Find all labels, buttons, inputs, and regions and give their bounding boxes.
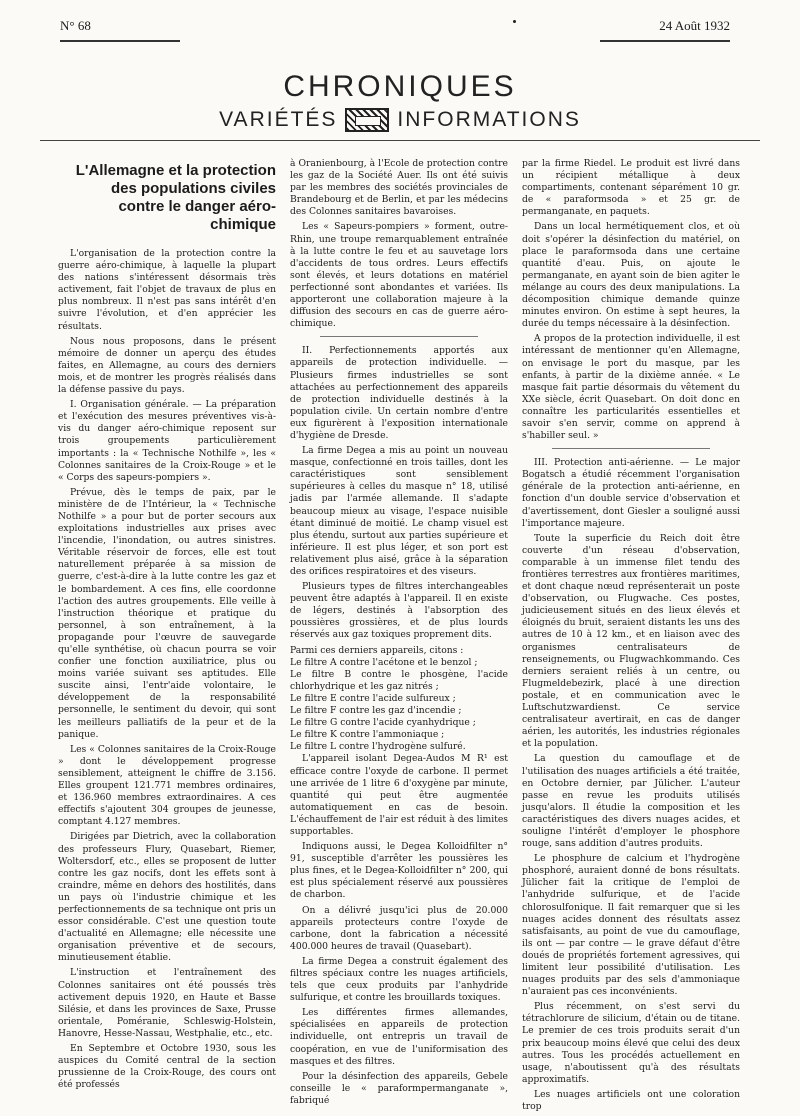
masthead-logo-icon (345, 108, 389, 132)
paragraph: Dans un local hermétiquement clos, et où doit s'opérer la désinfection du matériel, on place le paraformsoda dans une certaine quantité d'eau. Puis, on ajoute le permanganate, en ayant soin de bien agiter le mélange au cours des deux manipulations. La décomposition chimique demande quinze minutes environ. On estime à sept heures, la durée du temps nécessaire à la désinfection. (522, 221, 740, 330)
paragraph: Plus récemment, on s'est servi du tétrachlorure de silicium, d'étain ou de titane. Le premier de ces trois produits serait d'un prix beaucoup moins élevé que celui des deux autres. Tous les procédés actuellement en usage, n'aboutissent qu'à des résultats approximatifs. (522, 1001, 740, 1085)
list-item: Le filtre G contre l'acide cyanhydrique ; (290, 717, 476, 729)
paragraph: Le phosphure de calcium et l'hydrogène phosphoré, auraient donné de bons résultats. Jülicher fait la critique de l'emploi de l'anhydride sulfurique, et de l'acide chlorosulfonique. Il fait remarquer que si les nuages acides donnent des résultats assez satisfaisants, au point de vue du camouflage, ils ont — par contre — le grave défaut d'être doués de propriétés fortement agressives, qui limitent leur possibilité d'utilisation. Les nuages produits par des sels d'ammoniaque n'auraient pas ces inconvénients. (522, 853, 740, 998)
issue-number: N° 68 (60, 18, 91, 33)
paragraph: A propos de la protection individuelle, il est intéressant de mentionner qu'en Allemagne, on envisage le port du masque, par les enfants, à partir de la dixième année. « Le masque fait partie désormais du vêtement du XXe siècle, écrit Quasebart. On doit donc en connaître les particularités essentielles et savoir s'en servir, comme on apprend à s'habiller seul. » (522, 333, 740, 442)
paragraph: Toute la superficie du Reich doit être couverte d'un réseau d'observation, comparable à un immense filet tendu des frontières terrestres aux frontières maritimes, et dont chaque nœud représenterait un poste d'observation, ou Flugwache. Ces postes, judicieusement situés en des lieux élevés et éloignés du bruit, seraient distants les uns des autres de 10 à 12 km., et en liaison avec des organismes centralisateurs de renseignements, ou Flugwachkommando. Ces derniers seraient reliés à un centre, ou Flugmeldebezirk, placé à une direction postale, et en communication avec le Luftschutzwardienst. Ce service centralisateur avertirait, en cas de danger aérien, les autorités, les industries régionales et la population. (522, 532, 740, 750)
issue-date: 24 Août 1932 (659, 18, 730, 33)
header-rule-right (600, 40, 730, 42)
list-item: Le filtre L contre l'hydrogène sulfuré. (290, 741, 466, 753)
masthead-subtitle-left: VARIÉTÉS (219, 108, 338, 131)
paragraph: L'appareil isolant Degea-Audos M R¹ est efficace contre l'oxyde de carbone. Il permet une arrivée de 1 litre 6 d'oxygène par minute, quantité qui peut être augmentée automatiquement en cas de besoin. L'échauffement de l'air est réduit à des limites supportables. (290, 753, 508, 837)
filter-list (290, 645, 508, 754)
column-3 (522, 158, 740, 1116)
paragraph: Prévue, dès le temps de paix, par le ministère de de l'Intérieur, la « Technische Nothilfe » a pour but de porter secours aux exploitations industrielles aux prises avec l'incendie, l'inondation, ou autres sinistres. Véritable réservoir de forces, elle est tout naturellement préparée à sa mission de guerre, c'est-à-dire à la lutte contre les gaz et le bombardement. A ces fins, elle coordonne l'action des autres groupements. Elle veille à l'instruction théorique et pratique du personnel, à son entraînement, à la propagande pour l'œuvre de sauvegarde qu'elle synthétise, où chacun pourra se voir confier une fonction auxiliatrice, plus ou moins variée suivant ses aptitudes. Elle suscite ainsi, l'entr'aide volontaire, le développement de la responsabilité personnelle, le sentiment du devoir, qui sont les meilleurs palliatifs de la peur et de la panique. (58, 486, 276, 740)
paragraph: par la firme Riedel. Le produit est livré dans un récipient métallique à deux compartiments, contenant séparément 10 gr. de « paraformsoda » et 25 gr. de permanganate, en paquets. (522, 158, 740, 218)
page-header (60, 18, 730, 38)
headline-line-3: contre le danger aéro-chimique (118, 198, 276, 233)
masthead-subtitle-right: INFORMATIONS (397, 108, 581, 131)
header-dot (513, 20, 516, 23)
section-heading-paragraph: I. Organisation générale. — La préparation et l'exécution des mesures préventives vis-à-vis du danger aéro-chimique reposent sur trois groupements particulièrement importants : la « Technische Nothilfe », les « Colonnes sanitaires de la Croix-Rouge » et le « Corps des sapeurs-pompiers ». (58, 399, 276, 483)
masthead (0, 70, 800, 132)
paragraph: Plusieurs types de filtres interchangeables peuvent être adaptés à l'appareil. Il en existe de légers, destinés à l'absorption des poussières grossières, et de plus lourds réservés aux gaz toxiques proprement dits. (290, 581, 508, 641)
paragraph: En Septembre et Octobre 1930, sous les auspices du Comité central de la section prussienne de la Croix-Rouge, des cours ont été professés (58, 1043, 276, 1091)
paragraph: Indiquons aussi, le Degea Kolloidfilter n° 91, susceptible d'arrêter les poussières les plus fines, et le Degea-Kolloidfilter n° 200, qui est plus spécialement réservé aux poussières de charbon. (290, 841, 508, 901)
section-divider (552, 448, 710, 449)
paragraph: Les différentes firmes allemandes, spécialisées en appareils de protection individuelle, ont entrepris un travail de coopération, en vue de l'uniformisation des masques et des filtres. (290, 1007, 508, 1067)
article-headline (58, 162, 276, 234)
list-item: Le filtre E contre l'acide sulfureux ; (290, 692, 456, 704)
list-item: Le filtre A contre l'acétone et le benzol ; (290, 656, 478, 668)
column-2 (290, 158, 508, 1110)
paragraph: Les nuages artificiels ont une coloration trop (522, 1088, 740, 1113)
paragraph: La firme Degea a mis au point un nouveau masque, confectionné en trois tailles, dont les caractéristiques sont sensiblement supérieures à celles du masque n° 18, utilisé jadis par l'armée allemande. Il s'adapte beaucoup mieux au visage, l'espace nuisible étant diminué de moitié. Le champ visuel est plus étendu, surtout aux parties supérieure et inférieure. Il est plus léger, et son port est relativement plus aisé, grâce à la séparation des orifices respiratoires et des viseurs. (290, 445, 508, 577)
header-rule-left (60, 40, 180, 42)
headline-line-1: L'Allemagne et la protection (75, 162, 276, 179)
masthead-title: CHRONIQUES (283, 70, 517, 103)
section-heading-paragraph: III. Protection anti-aérienne. — Le major Bogatsch a étudié récemment l'organisation générale de la protection anti-aérienne, en fonction d'un double service d'observation et d'avertissement, dont Giesler a souligné aussi l'importance majeure. (522, 457, 740, 529)
paragraph: Les « Colonnes sanitaires de la Croix-Rouge » dont le développement progresse sensiblement, atteignent le chiffre de 3.156. Elles groupent 121.771 membres ordinaires, et 136.960 membres extraordinaires. A ces effectifs s'ajoutent 304 groupes de jeunesse, comptant 4.127 membres. (58, 743, 276, 828)
paragraph: Dirigées par Dietrich, avec la collaboration des professeurs Flury, Quasebart, Riemer, Woltersdorf, etc., elles se proposent de lutter contre les gaz nocifs, dont les effets sont à craindre, même en dehors des hostilités, dans un pays où l'industrie chimique et les perfectionnements de sa technique ont pris un essor considérable. C'est une question toute d'actualité en Allemagne; elle nécessite une organisation préventive et de secours, minutieusement établie. (58, 831, 276, 964)
list-item: Le filtre F contre les gaz d'incendie ; (290, 705, 462, 717)
headline-line-2: des populations civiles (110, 180, 276, 197)
paragraph: La question du camouflage et de l'utilisation des nuages artificiels a été traitée, en Octobre dernier, par Jülicher. L'auteur passe en revue les produits utilisés jusqu'alors. Il étudie la composition et les caractéristiques des divers nuages acides, et souligne l'intérêt d'employer le phosphore rouge, sans addition d'autres produits. (522, 753, 740, 850)
list-item: Le filtre B contre le phosgène, l'acide chlorhydrique et les gaz nitrés ; (290, 668, 508, 692)
column-1 (58, 158, 276, 1094)
masthead-rule (40, 140, 760, 141)
section-heading-paragraph: II. Perfectionnements apportés aux appareils de protection individuelle. — Plusieurs firmes industrielles se sont attachées au perfectionnement des appareils de protection individuelle destinés à la population civile. Un certain nombre d'entre eux figurèrent à l'exposition internationale d'hygiène de Dresde. (290, 345, 508, 441)
list-item: Parmi ces derniers appareils, citons : (290, 644, 464, 656)
section-divider (320, 336, 478, 337)
masthead-subtitle (0, 108, 800, 132)
list-item: Le filtre K contre l'ammoniaque ; (290, 729, 445, 741)
paragraph: On a délivré jusqu'ici plus de 20.000 appareils protecteurs contre l'oxyde de carbone, dont la fabrication a nécessité 400.000 heures de travail (Quasebart). (290, 904, 508, 952)
paragraph: à Oranienbourg, à l'Ecole de protection contre les gaz de la Société Auer. Ils ont été suivis par les membres des sociétés provinciales de Brandebourg et de Berlin, et par les médecins des Colonnes sanitaires bavaroises. (290, 158, 508, 218)
paragraph: L'instruction et l'entraînement des Colonnes sanitaires ont été poussés très activement depuis 1920, en Haute et Basse Silésie, et dans les provinces de Saxe, Prusse orientale, Poméranie, Schleswig-Holstein, Hanovre, Hesse-Nassau, Westphalie, etc., etc. (58, 967, 276, 1039)
paragraph: La firme Degea a construit également des filtres spéciaux contre les nuages artificiels, tels que ceux produits par l'anhydride sulfurique, et contre les brouillards toxiques. (290, 955, 508, 1004)
paragraph: Les « Sapeurs-pompiers » forment, outre-Rhin, une troupe remarquablement entraînée à la lutte contre le feu et au sauvetage lors d'accidents de tous ordres. Leurs effectifs sont élevés, et leurs dotations en matériel perfectionné sont abondantes et variées. Ils apporteront une collaboration majeure à la diffusion des secours en cas de guerre aéro-chimique. (290, 221, 508, 330)
paragraph: L'organisation de la protection contre la guerre aéro-chimique, à laquelle la plupart des nations s'intéressent désormais très activement, fait l'objet de travaux de plus en plus nombreux. Il n'est pas sans intérêt d'en suivre l'évolution, et d'en apprécier les résultats. (58, 248, 276, 332)
paragraph: Nous nous proposons, dans le présent mémoire de donner un aperçu des études faites, en Allemagne, au cours des derniers mois, et de montrer les progrès réalisés dans la défense passive du pays. (58, 335, 276, 396)
paragraph: Pour la désinfection des appareils, Gebele conseille le « paraformpermanganate », fabriqué (290, 1070, 508, 1106)
